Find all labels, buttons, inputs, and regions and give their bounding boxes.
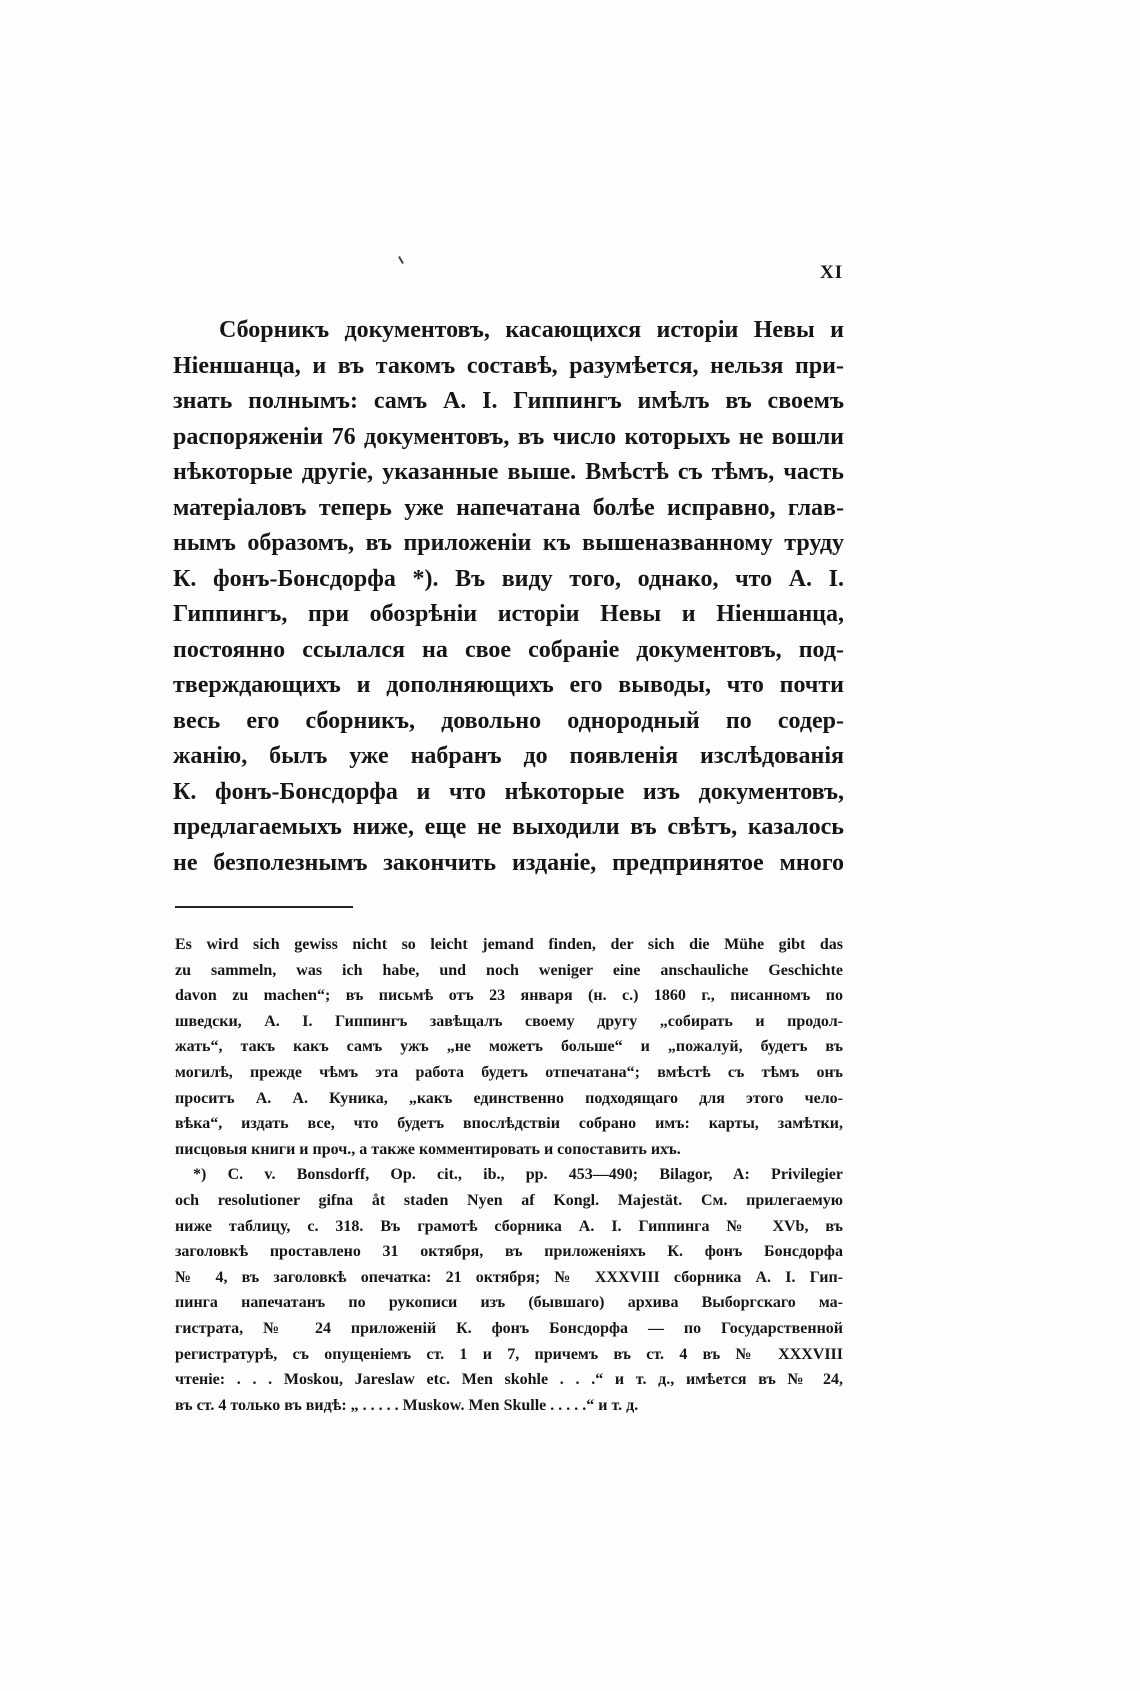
footnote-line: Es wird sich gewiss nicht so leicht jemand finden, der sich die Mühe gibt das bbox=[175, 936, 843, 953]
footnote-line: вѣка“, издать все, что будетъ впослѣдствіи собрано имъ: карты, замѣтки, bbox=[175, 1115, 843, 1133]
footnote-line: регистратурѣ, съ опущеніемъ ст. 1 и 7, причемъ въ ст. 4 въ № XXXVIII bbox=[175, 1345, 843, 1363]
main-text-line: К. фонъ-Бонсдорфа и что нѣкоторые изъ документовъ, bbox=[173, 778, 844, 805]
stray-ink-mark bbox=[398, 256, 404, 264]
main-text-line: распоряженіи 76 документовъ, въ число которыхъ не вошли bbox=[173, 423, 844, 450]
main-text-line: Ніеншанца, и въ такомъ составѣ, разумѣется, нельзя при- bbox=[173, 352, 844, 379]
main-text-line: К. фонъ-Бонсдорфа *). Въ виду того, однако, что А. I. bbox=[173, 565, 844, 592]
main-text-line: жанію, былъ уже набранъ до появленія изслѣдованія bbox=[173, 743, 844, 769]
asterisk-footnote bbox=[175, 1162, 843, 1418]
footnote-line: пинга напечатанъ по рукописи изъ (бывшаго) архива Выборгскаго ма- bbox=[175, 1294, 843, 1312]
main-paragraph bbox=[173, 313, 844, 881]
main-text-line: тверждающихъ и дополняющихъ его выводы, что почти bbox=[173, 672, 844, 698]
footnote-separator bbox=[175, 906, 353, 908]
main-text-line: Гиппингъ, при обозрѣніи исторіи Невы и Ніеншанца, bbox=[173, 601, 844, 627]
footnote-line: zu sammeln, was ich habe, und noch weniger eine anschauliche Geschichte bbox=[175, 961, 843, 979]
main-text-line: весь его сборникъ, довольно однородный по содер- bbox=[173, 707, 844, 734]
footnote-line: *) C. v. Bonsdorff, Op. cit., ib., pp. 453—490; Bilagor, A: Privilegier bbox=[193, 1166, 843, 1184]
footnote-line: davon zu machen“; въ письмѣ отъ 23 января (н. с.) 1860 г., писанномъ по bbox=[175, 987, 843, 1005]
footnote-line: заголовкѣ проставлено 31 октября, въ приложеніяхъ К. фонъ Бонсдорфа bbox=[175, 1243, 843, 1261]
page-number: XI bbox=[820, 262, 844, 283]
footnote-line: ниже таблицу, с. 318. Въ грамотѣ сборника А. I. Гиппинга № XVb, въ bbox=[175, 1217, 843, 1235]
main-text-line: предлагаемыхъ ниже, еще не выходили въ свѣтъ, казалось bbox=[173, 814, 844, 840]
footnotes-section bbox=[175, 932, 843, 1418]
continued-footnote bbox=[175, 932, 843, 1162]
footnote-line: могилѣ, прежде чѣмъ эта работа будетъ отпечатана“; вмѣстѣ съ тѣмъ онъ bbox=[175, 1063, 843, 1081]
footnote-line: och resolutioner gifna åt staden Nyen af Kongl. Majestät. См. прилегаемую bbox=[175, 1191, 843, 1209]
footnote-line: гистрата, № 24 приложеній К. фонъ Бонсдорфа — по Государственной bbox=[175, 1319, 843, 1337]
footnote-line: чтеніе: . . . Moskou, Jareslaw etc. Men skohle . . .“ и т. д., имѣется въ № 24, bbox=[175, 1371, 843, 1389]
footnote-line: проситъ А. А. Куника, „какъ единственно подходящаго для этого чело- bbox=[175, 1089, 843, 1107]
footnote-line: жать“, такъ какъ самъ ужъ „не можетъ больше“ и „пожалуй, будетъ въ bbox=[175, 1038, 843, 1056]
main-text-line: знать полнымъ: самъ А. I. Гиппингъ имѣлъ въ своемъ bbox=[173, 388, 844, 414]
footnote-line: въ ст. 4 только въ видѣ: „ . . . . . Muskow. Men Skulle . . . . .“ и т. д. bbox=[175, 1396, 639, 1414]
footnote-line: шведски, А. I. Гиппингъ завѣщалъ своему другу „собирать и продол- bbox=[175, 1012, 843, 1030]
main-text-line: постоянно ссылался на свое собраніе документовъ, под- bbox=[173, 636, 844, 663]
main-text-line: нымъ образомъ, въ приложеніи къ вышеназванному труду bbox=[173, 530, 844, 556]
footnote-line: № 4, въ заголовкѣ опечатка: 21 октября; № XXXVIII сборника А. I. Гип- bbox=[175, 1268, 843, 1286]
main-text-line: матеріаловъ теперь уже напечатана болѣе исправно, глав- bbox=[173, 494, 844, 521]
footnote-line: писцовыя книги и проч., а также комментировать и сопоставить ихъ. bbox=[175, 1140, 681, 1158]
main-text-line: Сборникъ документовъ, касающихся исторіи Невы и bbox=[219, 317, 844, 343]
main-text-line: нѣкоторые другіе, указанные выше. Вмѣстѣ съ тѣмъ, часть bbox=[173, 459, 844, 485]
main-text-line: не безполезнымъ закончить изданіе, предпринятое много bbox=[173, 849, 844, 876]
